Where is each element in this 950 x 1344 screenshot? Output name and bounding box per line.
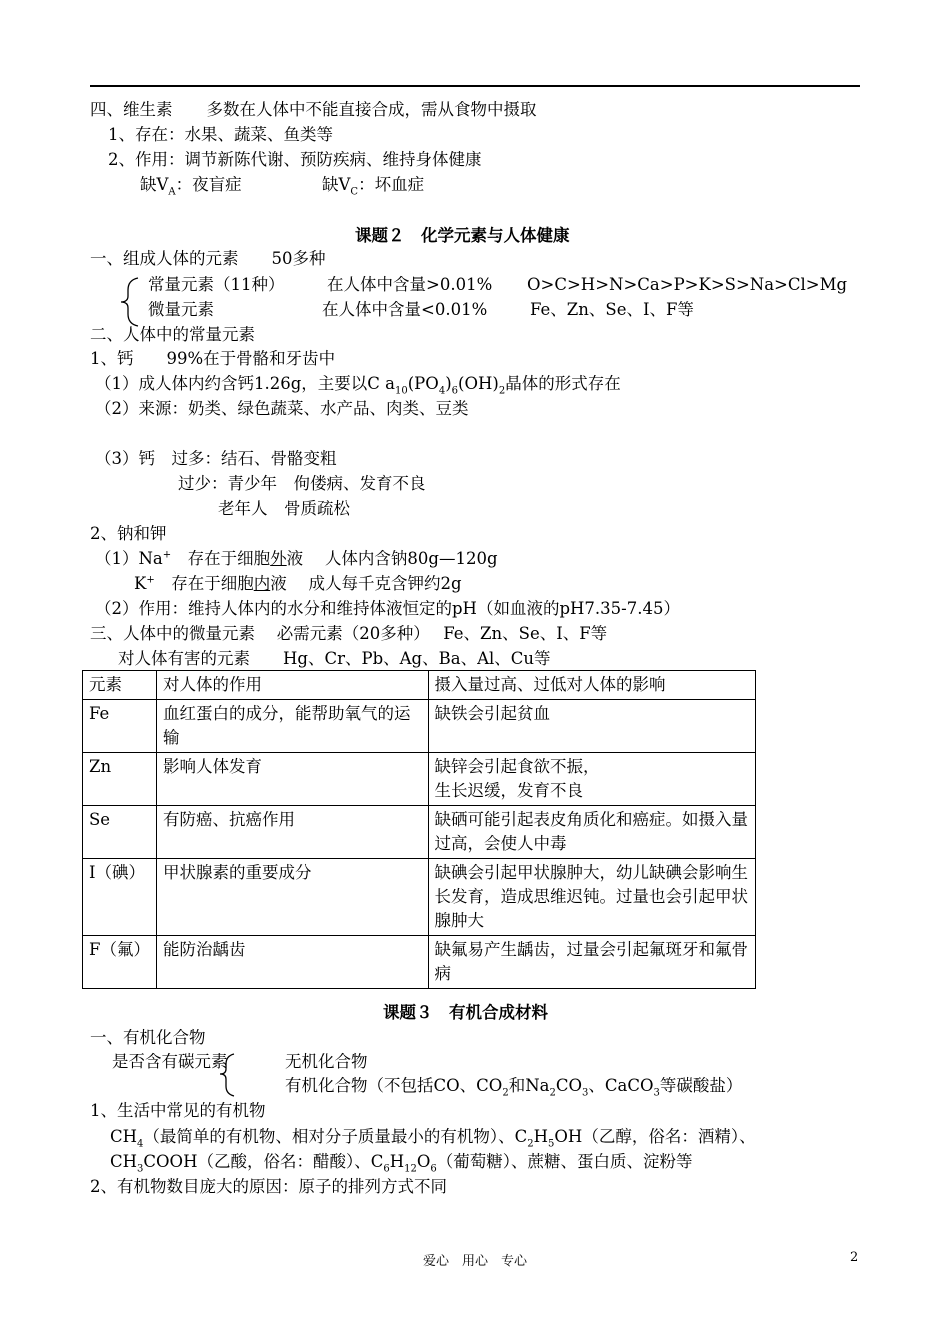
organic-reason: 2、有机物数目庞大的原因：原子的排列方式不同: [90, 1177, 447, 1196]
sodium-line: （1）Na+ 存在于细胞外液 人体内含钠80g—120g: [95, 549, 498, 568]
micro-element-content: 在人体中含量<0.01%: [322, 300, 488, 319]
vitamins-existence: 1、存在：水果、蔬菜、鱼类等: [108, 125, 333, 144]
potassium-line: K+ 存在于细胞内液 成人每千克含钾约2g: [134, 574, 462, 593]
table-cell: 甲状腺素的重要成分: [156, 859, 428, 936]
organic-compound: 有机化合物（不包括CO、$CO_2$和$Na_2CO_3$、CaCO$_3$等碳酸盐）: [285, 1076, 743, 1099]
table-header-cell: 摄入量过高、过低对人体的影响: [428, 671, 755, 700]
table-header-row: [83, 671, 756, 700]
topic3-title: 课题３ 有机合成材料: [383, 1003, 548, 1022]
table-cell: Zn: [83, 753, 157, 806]
macro-heading: 二、人体中的常量元素: [90, 325, 255, 344]
table-cell: 血红蛋白的成分，能帮助氧气的运输: [156, 700, 428, 753]
table-cell: 有防癌、抗癌作用: [156, 806, 428, 859]
table-cell: F（氟）: [83, 936, 157, 989]
table-cell: 缺硒可能引起表皮角质化和癌症。如摄入量过高，会使人中毒: [428, 806, 755, 859]
calcium-deficiency-young: 过少：青少年 佝偻病、发育不良: [178, 474, 426, 493]
vitamins-function: 2、作用：调节新陈代谢、预防疾病、维持身体健康: [108, 150, 482, 169]
element-table: [82, 670, 756, 989]
inorganic-compound: 无机化合物: [285, 1052, 368, 1071]
element-brace-icon: [118, 276, 142, 328]
table-cell: 缺锌会引起食欲不振， 生长迟缓，发育不良: [428, 753, 755, 806]
vitamins-heading-line: [90, 99, 537, 121]
page-number: 2: [850, 1250, 859, 1265]
calcium-item-3: （3）钙 过多：结石、骨骼变粗: [95, 449, 337, 468]
na-k-heading: 2、钠和钾: [90, 524, 167, 543]
trace-heading: 三、人体中的微量元素 必需元素（20多种） Fe、Zn、Se、I、F等: [90, 624, 608, 643]
header-rule: [90, 85, 860, 87]
common-organics-line-1: $CH_4$（最简单的有机物、相对分子质量最小的有机物）、$C_2H_5OH$（乙醇，俗名：酒精）、: [110, 1127, 756, 1150]
table-row: [83, 936, 756, 989]
table-cell: 能防治龋齿: [156, 936, 428, 989]
na-k-function: （2）作用：维持人体内的水分和维持体液恒定的pH（如血液的pH7.35-7.45）: [95, 599, 680, 618]
calcium-item-2: （2）来源：奶类、绿色蔬菜、水产品、肉类、豆类: [95, 399, 469, 418]
composition-line: 一、组成人体的元素 50多种: [90, 249, 326, 268]
page-footer: 爱心 用心 专心: [422, 1254, 527, 1269]
table-header-cell: 对人体的作用: [156, 671, 428, 700]
vitamins-heading: 四、维生素: [90, 100, 173, 119]
table-row: [83, 806, 756, 859]
table-row: [83, 859, 756, 936]
harmful-elements: 对人体有害的元素 Hg、Cr、Pb、Ag、Ba、Al、Cu等: [118, 649, 551, 668]
common-organics-heading: 1、生活中常见的有机物: [90, 1101, 266, 1120]
table-cell: 缺碘会引起甲状腺肿大，幼儿缺碘会影响生长发育，造成思维迟钝。过量也会引起甲状腺肿大: [428, 859, 755, 936]
table-cell: Se: [83, 806, 157, 859]
micro-element-name: 微量元素: [148, 300, 214, 319]
vitamin-a-deficiency: 缺$V_A$：夜盲症: [140, 175, 242, 198]
macro-element-content: 在人体中含量>0.01%: [327, 275, 493, 294]
table-cell: 缺氟易产生龋齿，过量会引起氟斑牙和氟骨病: [428, 936, 755, 989]
table-row: [83, 753, 756, 806]
carbon-question: 是否含有碳元素: [112, 1052, 228, 1071]
table-cell: I（碘）: [83, 859, 157, 936]
micro-element-examples: Fe、Zn、Se、I、F等: [530, 300, 694, 319]
calcium-item-1: （1）成人体内约含钙1.26g，主要以C $a_{10}(PO_4)_6(OH)_2$晶体的形式存在: [95, 374, 621, 397]
table-row: [83, 700, 756, 753]
table-header-cell: 元素: [83, 671, 157, 700]
table-cell: 缺铁会引起贫血: [428, 700, 755, 753]
macro-element-order: O>C>H>N>Ca>P>K>S>Na>Cl>Mg: [527, 275, 848, 294]
classification-brace-icon: [218, 1052, 240, 1098]
calcium-heading: 1、钙 99%在于骨骼和牙齿中: [90, 349, 336, 368]
table-cell: 影响人体发育: [156, 753, 428, 806]
organic-heading: 一、有机化合物: [90, 1028, 206, 1047]
vitamins-heading-note: 多数在人体中不能直接合成，需从食物中摄取: [206, 100, 537, 119]
vitamin-c-deficiency: 缺$V_C$：坏血症: [322, 175, 425, 198]
topic2-title: 课题２ 化学元素与人体健康: [355, 226, 570, 245]
macro-element-name: 常量元素（11种）: [148, 275, 285, 294]
common-organics-line-2: $CH_3COOH$（乙酸，俗名：醋酸）、$C_6H_{12}O_6$（葡萄糖）、蔗糖、蛋白质、淀粉等: [110, 1152, 693, 1175]
calcium-deficiency-old: 老年人 骨质疏松: [218, 499, 350, 518]
table-cell: Fe: [83, 700, 157, 753]
